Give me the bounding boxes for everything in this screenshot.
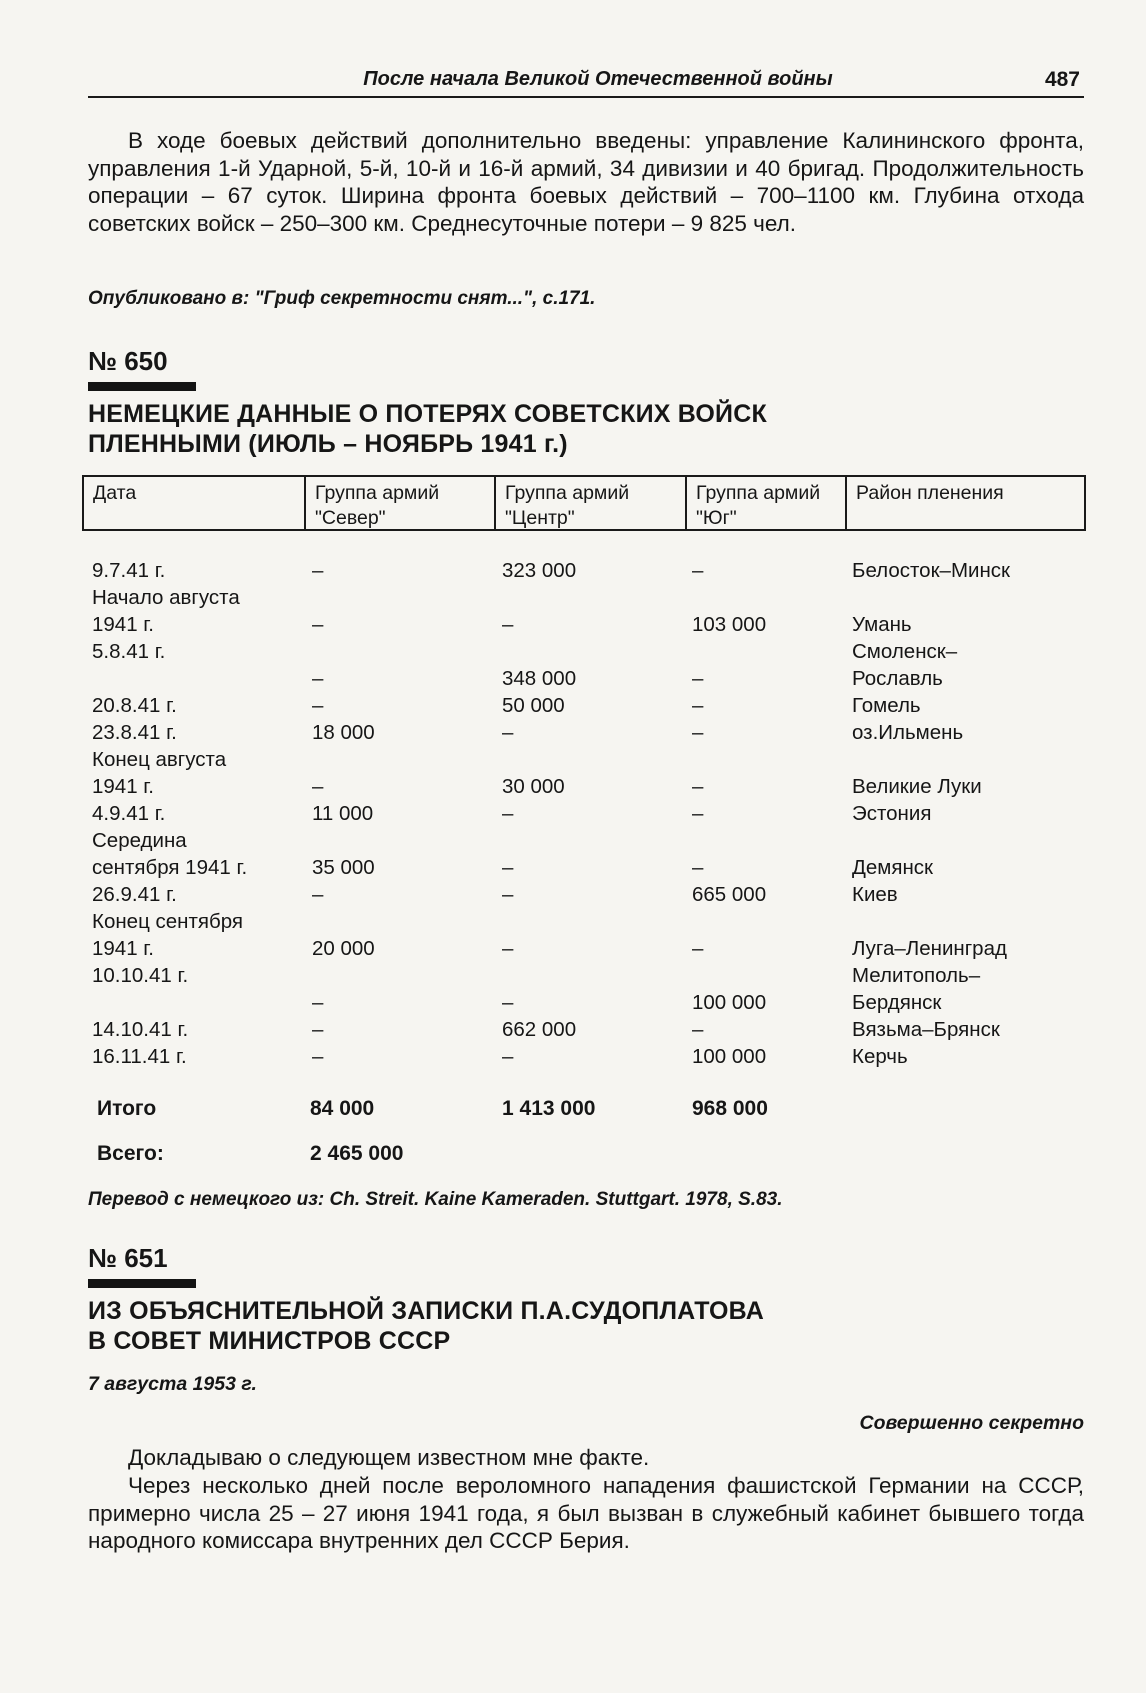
cell-date: 10.10.41 г.	[92, 964, 189, 987]
doc-651-title-line2: В СОВЕТ МИНИСТРОВ СССР	[88, 1327, 451, 1355]
cell-south: –	[692, 559, 704, 582]
totals-label: Итого	[97, 1097, 157, 1120]
cell-area: Луга–Ленинград	[852, 937, 1007, 960]
cell-area: Белосток–Минск	[852, 559, 1011, 582]
cell-center: 30 000	[502, 775, 565, 798]
cell-center: 348 000	[502, 667, 577, 690]
cell-north: –	[312, 1018, 324, 1041]
cell-date: 26.9.41 г.	[92, 883, 177, 906]
intro-paragraph: В ходе боевых действий дополнительно введены: управление Калининского фронта, управления 1-й Ударной, 5-й, 10-й и 16-й армий, 34 дивизии и 40 бригад. Продолжительность операции – 67 суток. Ширина фронта боевых действий – 700–1100 км. Глубина отхода советских войск – 250–300 км. Среднесуточные потери – 9 825 чел.	[88, 128, 1084, 236]
doc-651-bar	[88, 1279, 196, 1288]
running-title: После начала Великой Отечественной войны	[363, 68, 833, 90]
col-header-center: Группа армий "Центр"	[494, 477, 685, 529]
col-header-north: Группа армий "Север"	[304, 477, 494, 529]
cell-date: 14.10.41 г.	[92, 1018, 189, 1041]
cell-north: –	[312, 883, 324, 906]
cell-date: 16.11.41 г.	[92, 1045, 187, 1068]
cell-date: Конец сентября	[92, 910, 243, 933]
doc-651-number: № 651	[88, 1243, 168, 1273]
cell-area: Умань	[852, 613, 912, 636]
cell-south: –	[692, 856, 704, 879]
cell-area: Керчь	[852, 1045, 908, 1068]
cell-south: –	[692, 937, 704, 960]
running-header	[88, 66, 1084, 98]
cell-area: Киев	[852, 883, 898, 906]
cell-center: –	[502, 802, 514, 825]
cell-south: 103 000	[692, 613, 767, 636]
cell-area: Рославль	[852, 667, 943, 690]
doc-650-title-line1: НЕМЕЦКИЕ ДАННЫЕ О ПОТЕРЯХ СОВЕТСКИХ ВОЙСК	[88, 400, 767, 428]
cell-center: –	[502, 721, 514, 744]
intro-source: Опубликовано в: "Гриф секретности снят...", с.171.	[88, 288, 596, 309]
cell-center: –	[502, 613, 514, 636]
doc-650-source: Перевод с немецкого из: Ch. Streit. Kaine Kameraden. Stuttgart. 1978, S.83.	[88, 1189, 783, 1210]
doc-650-number: № 650	[88, 346, 168, 376]
cell-center: –	[502, 856, 514, 879]
cell-date: 20.8.41 г.	[92, 694, 177, 717]
cell-area: Смоленск–	[852, 640, 958, 663]
doc-651-para-1: Докладываю о следующем известном мне факте.	[128, 1445, 650, 1470]
cell-center: –	[502, 991, 514, 1014]
cell-center: –	[502, 1045, 514, 1068]
cell-south: –	[692, 694, 704, 717]
cell-date: Конец августа	[92, 748, 227, 771]
doc-651-para-2: Через несколько дней после вероломного нападения фашистской Германии на СССР, примерно числа 25 – 27 июня 1941 года, я был вызван в служебный кабинет бывшего тогда народного комиссара внутренних дел СССР Берия.	[88, 1473, 1084, 1553]
totals-center: 1 413 000	[502, 1097, 596, 1120]
totals-south: 968 000	[692, 1097, 768, 1120]
cell-date: 1941 г.	[92, 775, 154, 798]
cell-area: Великие Луки	[852, 775, 982, 798]
col-header-area: Район пленения	[845, 477, 1084, 529]
grand-total-label: Всего:	[97, 1142, 164, 1165]
cell-area: Мелитополь–	[852, 964, 981, 987]
cell-area: оз.Ильмень	[852, 721, 964, 744]
cell-south: 100 000	[692, 1045, 767, 1068]
doc-651-title-line1: ИЗ ОБЪЯСНИТЕЛЬНОЙ ЗАПИСКИ П.А.СУДОПЛАТОВА	[88, 1297, 764, 1325]
cell-north: –	[312, 694, 324, 717]
cell-area: Демянск	[852, 856, 934, 879]
cell-south: –	[692, 1018, 704, 1041]
grand-total-value: 2 465 000	[310, 1142, 404, 1165]
classification-stamp: Совершенно секретно	[859, 1412, 1084, 1434]
col-header-south: Группа армий "Юг"	[685, 477, 845, 529]
cell-area: Эстония	[852, 802, 932, 825]
cell-date: 4.9.41 г.	[92, 802, 166, 825]
cell-center: 323 000	[502, 559, 577, 582]
cell-date: Середина	[92, 829, 187, 852]
cell-south: –	[692, 667, 704, 690]
cell-south: –	[692, 775, 704, 798]
cell-center: 50 000	[502, 694, 565, 717]
table-header	[82, 475, 1086, 531]
cell-center: –	[502, 937, 514, 960]
cell-south: 100 000	[692, 991, 767, 1014]
col-header-date: Дата	[93, 482, 137, 504]
cell-north: –	[312, 667, 324, 690]
cell-area: Бердянск	[852, 991, 942, 1014]
doc-650-bar	[88, 382, 196, 391]
cell-area: Гомель	[852, 694, 921, 717]
cell-date: 23.8.41 г.	[92, 721, 177, 744]
cell-center: –	[502, 883, 514, 906]
cell-north: –	[312, 1045, 324, 1068]
totals-north: 84 000	[310, 1097, 375, 1120]
cell-south: –	[692, 721, 704, 744]
cell-north: 11 000	[312, 802, 374, 825]
cell-north: –	[312, 775, 324, 798]
cell-north: 35 000	[312, 856, 375, 879]
cell-date: сентября 1941 г.	[92, 856, 248, 879]
doc-650-title-line2: ПЛЕННЫМИ (ИЮЛЬ – НОЯБРЬ 1941 г.)	[88, 430, 568, 458]
cell-center: 662 000	[502, 1018, 577, 1041]
cell-date: 9.7.41 г.	[92, 559, 166, 582]
cell-south: –	[692, 802, 704, 825]
cell-date: 5.8.41 г.	[92, 640, 166, 663]
cell-north: –	[312, 991, 324, 1014]
cell-north: –	[312, 613, 324, 636]
cell-date: Начало августа	[92, 586, 240, 609]
doc-651-date: 7 августа 1953 г.	[88, 1373, 257, 1395]
cell-south: 665 000	[692, 883, 767, 906]
cell-north: –	[312, 559, 324, 582]
cell-north: 20 000	[312, 937, 375, 960]
cell-date: 1941 г.	[92, 937, 154, 960]
cell-date: 1941 г.	[92, 613, 154, 636]
cell-north: 18 000	[312, 721, 375, 744]
page-number: 487	[1044, 68, 1080, 91]
cell-area: Вязьма–Брянск	[852, 1018, 1000, 1041]
